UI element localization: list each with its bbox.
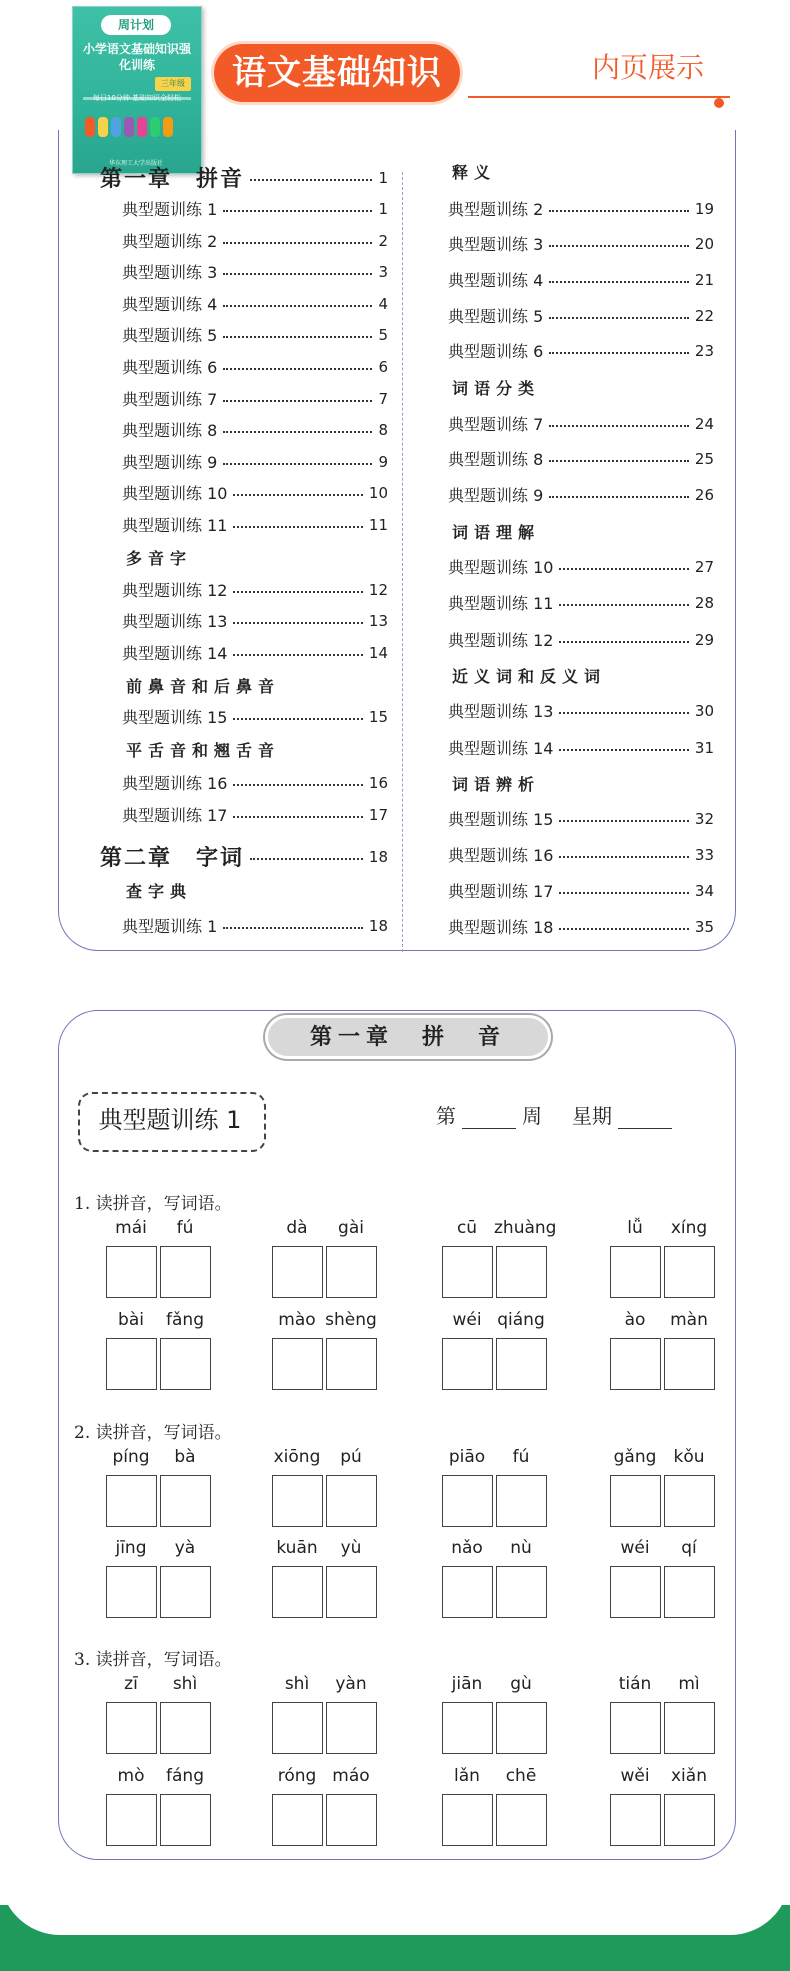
character-writing-box[interactable] xyxy=(160,1338,211,1390)
pinyin-syllable: fǎng xyxy=(166,1310,204,1330)
character-writing-box[interactable] xyxy=(106,1794,157,1846)
character-writing-box[interactable] xyxy=(272,1475,323,1527)
toc-entry[interactable] xyxy=(448,879,714,902)
toc-page-number: 2 xyxy=(378,231,388,250)
character-writing-box[interactable] xyxy=(442,1246,493,1298)
pinyin-syllable: tián xyxy=(618,1674,652,1694)
toc-leader-dots xyxy=(549,496,689,498)
character-writing-box[interactable] xyxy=(610,1794,661,1846)
toc-leader-dots xyxy=(233,526,362,528)
cover-logo: 周计划 xyxy=(101,15,171,35)
toc-section-heading: 释义 xyxy=(452,163,497,182)
book-cover-image xyxy=(72,6,202,174)
toc-leader-dots xyxy=(223,927,363,929)
toc-chapter-entry[interactable] xyxy=(100,162,388,193)
toc-page-number: 18 xyxy=(368,847,388,866)
toc-page-number: 8 xyxy=(378,420,388,439)
toc-leader-dots xyxy=(233,654,362,656)
question-title: 1. 读拼音，写词语。 xyxy=(74,1194,232,1214)
week-line xyxy=(436,1100,678,1129)
pinyin-syllable: shì xyxy=(172,1674,198,1694)
toc-entry-label: 典型题训练 17 xyxy=(122,806,228,825)
toc-entry-label: 典型题训练 18 xyxy=(448,918,554,937)
toc-leader-dots xyxy=(223,273,372,275)
character-writing-box[interactable] xyxy=(610,1702,661,1754)
pinyin-syllable: fú xyxy=(176,1218,194,1238)
character-writing-box[interactable] xyxy=(442,1794,493,1846)
character-writing-box[interactable] xyxy=(664,1338,715,1390)
toc-leader-dots xyxy=(559,604,688,606)
character-writing-box[interactable] xyxy=(664,1794,715,1846)
pinyin-syllable: gù xyxy=(510,1674,532,1694)
character-writing-box[interactable] xyxy=(326,1475,377,1527)
pinyin-syllable: fú xyxy=(512,1447,530,1467)
toc-entry-label: 典型题训练 5 xyxy=(448,307,544,326)
character-writing-box[interactable] xyxy=(496,1566,547,1618)
pinyin-syllable: kǒu xyxy=(673,1447,705,1467)
toc-section-heading: 词语辨析 xyxy=(452,775,541,794)
character-writing-box[interactable] xyxy=(160,1566,211,1618)
toc-entry[interactable] xyxy=(122,323,388,346)
pinyin-syllable: píng xyxy=(112,1447,150,1467)
pinyin-syllable: màn xyxy=(670,1310,708,1330)
character-writing-box[interactable] xyxy=(326,1566,377,1618)
toc-entry[interactable] xyxy=(122,197,388,220)
toc-entry[interactable] xyxy=(122,803,388,826)
pinyin-syllable: shèng xyxy=(325,1310,377,1330)
pinyin-syllable: nǎo xyxy=(451,1538,483,1558)
toc-page-number: 1 xyxy=(378,168,388,187)
toc-entry-label: 典型题训练 14 xyxy=(122,644,228,663)
toc-entry[interactable] xyxy=(448,555,714,578)
toc-page-number: 28 xyxy=(694,593,714,612)
toc-entry[interactable] xyxy=(448,699,714,722)
pinyin-syllable: mào xyxy=(278,1310,316,1330)
toc-entry[interactable] xyxy=(122,513,388,536)
pinyin-syllable: mái xyxy=(115,1218,147,1238)
toc-entry-label: 典型题训练 1 xyxy=(122,200,218,219)
toc-entry[interactable] xyxy=(122,292,388,315)
toc-page-number: 25 xyxy=(694,449,714,468)
pinyin-syllable: qí xyxy=(681,1538,697,1558)
pinyin-syllable: chē xyxy=(505,1766,537,1786)
toc-leader-dots xyxy=(223,305,372,307)
character-writing-box[interactable] xyxy=(496,1702,547,1754)
character-writing-box[interactable] xyxy=(272,1794,323,1846)
toc-entry[interactable] xyxy=(122,609,388,632)
toc-entry[interactable] xyxy=(448,197,714,220)
toc-leader-dots xyxy=(559,749,688,751)
pinyin-syllable: fáng xyxy=(166,1766,204,1786)
toc-page-number: 19 xyxy=(694,199,714,218)
toc-column-divider xyxy=(402,172,403,952)
toc-leader-dots xyxy=(250,858,363,860)
toc-leader-dots xyxy=(559,568,688,570)
cover-title: 小学语文基础知识强化训练 xyxy=(82,42,191,72)
character-writing-box[interactable] xyxy=(326,1246,377,1298)
toc-page-number: 27 xyxy=(694,557,714,576)
week-number-blank[interactable] xyxy=(462,1106,516,1129)
toc-section-heading: 平舌音和翘舌音 xyxy=(126,741,281,760)
pinyin-syllable: mò xyxy=(117,1766,145,1786)
toc-entry-label: 第二章 字词 xyxy=(100,845,245,871)
pinyin-syllable: pú xyxy=(340,1447,362,1467)
toc-entry-label: 典型题训练 13 xyxy=(448,702,554,721)
pinyin-syllable: ào xyxy=(624,1310,646,1330)
toc-entry-label: 典型题训练 4 xyxy=(122,295,218,314)
toc-page-number: 16 xyxy=(368,773,388,792)
toc-entry-label: 典型题训练 1 xyxy=(122,917,218,936)
pinyin-syllable: kuān xyxy=(276,1538,318,1558)
toc-page-number: 14 xyxy=(368,643,388,662)
toc-page-number: 31 xyxy=(694,738,714,757)
toc-entry-label: 典型题训练 11 xyxy=(122,516,228,535)
pinyin-syllable: piāo xyxy=(448,1447,486,1467)
toc-page-number: 13 xyxy=(368,611,388,630)
pinyin-syllable: xiōng xyxy=(273,1447,321,1467)
character-writing-box[interactable] xyxy=(326,1338,377,1390)
chapter-banner: 第一章 拼 音 xyxy=(309,1024,506,1050)
pinyin-syllable: máo xyxy=(332,1766,370,1786)
pinyin-syllable: lǚ xyxy=(627,1218,643,1238)
toc-entry[interactable] xyxy=(122,387,388,410)
toc-page-number: 18 xyxy=(368,916,388,935)
pinyin-syllable: lǎn xyxy=(454,1766,480,1786)
character-writing-box[interactable] xyxy=(106,1702,157,1754)
toc-page-number: 26 xyxy=(694,485,714,504)
page-title: 语文基础知识 xyxy=(232,53,442,93)
character-writing-box[interactable] xyxy=(496,1246,547,1298)
character-writing-box[interactable] xyxy=(272,1338,323,1390)
toc-entry[interactable] xyxy=(448,591,714,614)
character-writing-box[interactable] xyxy=(664,1246,715,1298)
toc-entry-label: 典型题训练 12 xyxy=(448,631,554,650)
toc-page-number: 1 xyxy=(378,199,388,218)
toc-leader-dots xyxy=(233,494,362,496)
toc-leader-dots xyxy=(233,816,362,818)
pinyin-syllable: wéi xyxy=(452,1310,482,1330)
toc-entry[interactable] xyxy=(122,705,388,728)
week-label: 周 xyxy=(522,1104,542,1128)
pinyin-syllable: cū xyxy=(456,1218,478,1238)
toc-entry[interactable] xyxy=(122,641,388,664)
toc-page-number: 33 xyxy=(694,845,714,864)
toc-entry-label: 典型题训练 15 xyxy=(448,810,554,829)
toc-page-number: 30 xyxy=(694,701,714,720)
toc-page-number: 5 xyxy=(378,325,388,344)
toc-section-heading: 词语理解 xyxy=(452,523,541,542)
pinyin-syllable: yù xyxy=(340,1538,362,1558)
character-writing-box[interactable] xyxy=(496,1794,547,1846)
header-rule-dot xyxy=(714,98,724,108)
toc-leader-dots xyxy=(233,622,362,624)
toc-entry-label: 典型题训练 4 xyxy=(448,271,544,290)
toc-entry-label: 典型题训练 9 xyxy=(122,453,218,472)
toc-entry[interactable] xyxy=(122,260,388,283)
header-rule xyxy=(468,96,730,98)
toc-leader-dots xyxy=(559,892,688,894)
toc-leader-dots xyxy=(233,591,362,593)
toc-entry-label: 典型题训练 9 xyxy=(448,486,544,505)
toc-entry-label: 典型题训练 6 xyxy=(448,342,544,361)
toc-entry-label: 典型题训练 7 xyxy=(448,415,544,434)
pinyin-syllable: wěi xyxy=(620,1766,650,1786)
toc-leader-dots xyxy=(223,368,372,370)
character-writing-box[interactable] xyxy=(664,1475,715,1527)
toc-section-heading: 近义词和反义词 xyxy=(452,667,607,686)
character-writing-box[interactable] xyxy=(610,1475,661,1527)
toc-entry[interactable] xyxy=(448,268,714,291)
toc-entry[interactable] xyxy=(448,304,714,327)
pinyin-syllable: zī xyxy=(124,1674,138,1694)
character-writing-box[interactable] xyxy=(442,1338,493,1390)
character-writing-box[interactable] xyxy=(272,1702,323,1754)
pinyin-syllable: xíng xyxy=(670,1218,708,1238)
toc-entry[interactable] xyxy=(122,771,388,794)
cover-subtitle: 每日10分钟 基础知识全轻松 xyxy=(83,97,191,100)
toc-leader-dots xyxy=(549,460,689,462)
toc-page-number: 17 xyxy=(368,805,388,824)
character-writing-box[interactable] xyxy=(106,1475,157,1527)
toc-page-number: 9 xyxy=(378,452,388,471)
character-writing-box[interactable] xyxy=(610,1246,661,1298)
pinyin-syllable: bà xyxy=(174,1447,196,1467)
toc-leader-dots xyxy=(233,718,362,720)
character-writing-box[interactable] xyxy=(160,1794,211,1846)
character-writing-box[interactable] xyxy=(272,1566,323,1618)
toc-entry-label: 典型题训练 3 xyxy=(122,263,218,282)
question-title: 2. 读拼音，写词语。 xyxy=(74,1423,232,1443)
toc-entry-label: 典型题训练 11 xyxy=(448,594,554,613)
toc-entry[interactable] xyxy=(122,355,388,378)
pinyin-syllable: mì xyxy=(678,1674,700,1694)
toc-entry-label: 典型题训练 2 xyxy=(122,232,218,251)
toc-page-number: 10 xyxy=(368,483,388,502)
toc-entry-label: 典型题训练 14 xyxy=(448,739,554,758)
inner-page-label: 内页展示 xyxy=(592,51,705,84)
cover-characters-illustration xyxy=(85,117,189,141)
toc-page-number: 29 xyxy=(694,630,714,649)
toc-entry[interactable] xyxy=(448,807,714,830)
toc-page-number: 20 xyxy=(694,234,714,253)
toc-page-number: 22 xyxy=(694,306,714,325)
toc-leader-dots xyxy=(223,400,372,402)
character-writing-box[interactable] xyxy=(442,1475,493,1527)
toc-entry-label: 典型题训练 12 xyxy=(122,581,228,600)
toc-entry[interactable] xyxy=(122,578,388,601)
toc-page-number: 21 xyxy=(694,270,714,289)
toc-leader-dots xyxy=(559,820,688,822)
toc-page-number: 11 xyxy=(368,515,388,534)
toc-page-number: 7 xyxy=(378,389,388,408)
character-writing-box[interactable] xyxy=(442,1702,493,1754)
cover-grade-badge: 三年级 xyxy=(155,77,191,91)
toc-entry-label: 典型题训练 3 xyxy=(448,235,544,254)
character-writing-box[interactable] xyxy=(610,1338,661,1390)
toc-leader-dots xyxy=(549,352,689,354)
toc-entry[interactable] xyxy=(122,450,388,473)
toc-entry[interactable] xyxy=(448,915,714,938)
toc-page-number: 6 xyxy=(378,357,388,376)
character-writing-box[interactable] xyxy=(496,1475,547,1527)
toc-leader-dots xyxy=(559,641,688,643)
week-prefix: 第 xyxy=(436,1104,456,1128)
toc-entry[interactable] xyxy=(448,339,714,362)
toc-entry[interactable] xyxy=(448,483,714,506)
toc-entry-label: 典型题训练 8 xyxy=(122,421,218,440)
toc-entry-label: 典型题训练 15 xyxy=(122,708,228,727)
toc-entry[interactable] xyxy=(448,736,714,759)
pinyin-syllable: yàn xyxy=(335,1674,367,1694)
toc-leader-dots xyxy=(549,210,689,212)
character-writing-box[interactable] xyxy=(160,1702,211,1754)
character-writing-box[interactable] xyxy=(664,1566,715,1618)
toc-entry[interactable] xyxy=(122,481,388,504)
toc-section-heading: 查字典 xyxy=(126,882,193,901)
character-writing-box[interactable] xyxy=(160,1475,211,1527)
toc-page-number: 35 xyxy=(694,917,714,936)
toc-leader-dots xyxy=(549,317,689,319)
toc-page-number: 32 xyxy=(694,809,714,828)
toc-entry[interactable] xyxy=(122,229,388,252)
toc-entry-label: 典型题训练 6 xyxy=(122,358,218,377)
toc-section-heading: 词语分类 xyxy=(452,379,541,398)
drill-title: 典型题训练 1 xyxy=(98,1106,242,1134)
toc-leader-dots xyxy=(223,463,372,465)
toc-section-heading: 多音字 xyxy=(126,549,193,568)
pinyin-syllable: gài xyxy=(338,1218,364,1238)
toc-page-number: 3 xyxy=(378,262,388,281)
bottom-wave-mask xyxy=(0,1860,790,1935)
toc-page-number: 12 xyxy=(368,580,388,599)
pinyin-syllable: qiáng xyxy=(497,1310,545,1330)
toc-page-number: 4 xyxy=(378,294,388,313)
toc-entry[interactable] xyxy=(448,843,714,866)
character-writing-box[interactable] xyxy=(326,1794,377,1846)
pinyin-syllable: shì xyxy=(284,1674,310,1694)
character-writing-box[interactable] xyxy=(496,1338,547,1390)
toc-entry-label: 典型题训练 2 xyxy=(448,200,544,219)
toc-page-number: 24 xyxy=(694,414,714,433)
weekday-blank[interactable] xyxy=(618,1106,672,1129)
character-writing-box[interactable] xyxy=(610,1566,661,1618)
toc-leader-dots xyxy=(559,856,688,858)
toc-entry-label: 典型题训练 5 xyxy=(122,326,218,345)
toc-entry[interactable] xyxy=(122,418,388,441)
character-writing-box[interactable] xyxy=(664,1702,715,1754)
toc-entry[interactable] xyxy=(448,232,714,255)
pinyin-syllable: jīng xyxy=(115,1538,147,1558)
cover-publisher: 华东理工大学出版社 xyxy=(108,160,163,167)
pinyin-syllable: róng xyxy=(277,1766,317,1786)
weekday-label: 星期 xyxy=(572,1104,612,1128)
toc-leader-dots xyxy=(559,928,688,930)
pinyin-syllable: wéi xyxy=(620,1538,650,1558)
pinyin-syllable: zhuàng xyxy=(494,1218,557,1238)
toc-leader-dots xyxy=(549,281,689,283)
character-writing-box[interactable] xyxy=(106,1338,157,1390)
pinyin-syllable: yà xyxy=(174,1538,196,1558)
character-writing-box[interactable] xyxy=(272,1246,323,1298)
pinyin-syllable: jiān xyxy=(451,1674,483,1694)
toc-entry-label: 典型题训练 8 xyxy=(448,450,544,469)
character-writing-box[interactable] xyxy=(160,1246,211,1298)
toc-entry-label: 典型题训练 10 xyxy=(122,484,228,503)
toc-leader-dots xyxy=(559,712,688,714)
toc-page-number: 34 xyxy=(694,881,714,900)
toc-entry[interactable] xyxy=(122,914,388,937)
toc-section-heading: 前鼻音和后鼻音 xyxy=(126,677,281,696)
toc-leader-dots xyxy=(223,210,372,212)
toc-entry[interactable] xyxy=(448,447,714,470)
toc-leader-dots xyxy=(223,336,372,338)
toc-entry-label: 典型题训练 10 xyxy=(448,558,554,577)
toc-entry-label: 典型题训练 7 xyxy=(122,390,218,409)
toc-page-number: 23 xyxy=(694,341,714,360)
toc-entry[interactable] xyxy=(448,628,714,651)
toc-chapter-entry[interactable] xyxy=(100,841,388,872)
toc-entry-label: 第一章 拼音 xyxy=(100,166,245,192)
toc-leader-dots xyxy=(549,245,689,247)
toc-entry-label: 典型题训练 16 xyxy=(122,774,228,793)
toc-entry[interactable] xyxy=(448,412,714,435)
pinyin-syllable: nù xyxy=(510,1538,532,1558)
character-writing-box[interactable] xyxy=(106,1246,157,1298)
pinyin-syllable: bài xyxy=(118,1310,144,1330)
pinyin-syllable: gǎng xyxy=(613,1447,657,1467)
question-title: 3. 读拼音，写词语。 xyxy=(74,1650,232,1670)
character-writing-box[interactable] xyxy=(442,1566,493,1618)
toc-entry-label: 典型题训练 16 xyxy=(448,846,554,865)
character-writing-box[interactable] xyxy=(106,1566,157,1618)
toc-leader-dots xyxy=(223,242,372,244)
toc-leader-dots xyxy=(223,431,372,433)
character-writing-box[interactable] xyxy=(326,1702,377,1754)
toc-entry-label: 典型题训练 13 xyxy=(122,612,228,631)
toc-entry-label: 典型题训练 17 xyxy=(448,882,554,901)
toc-page-number: 15 xyxy=(368,707,388,726)
toc-leader-dots xyxy=(233,784,362,786)
toc-leader-dots xyxy=(549,425,689,427)
toc-leader-dots xyxy=(250,179,372,181)
pinyin-syllable: dà xyxy=(286,1218,308,1238)
pinyin-syllable: xiǎn xyxy=(671,1766,707,1786)
